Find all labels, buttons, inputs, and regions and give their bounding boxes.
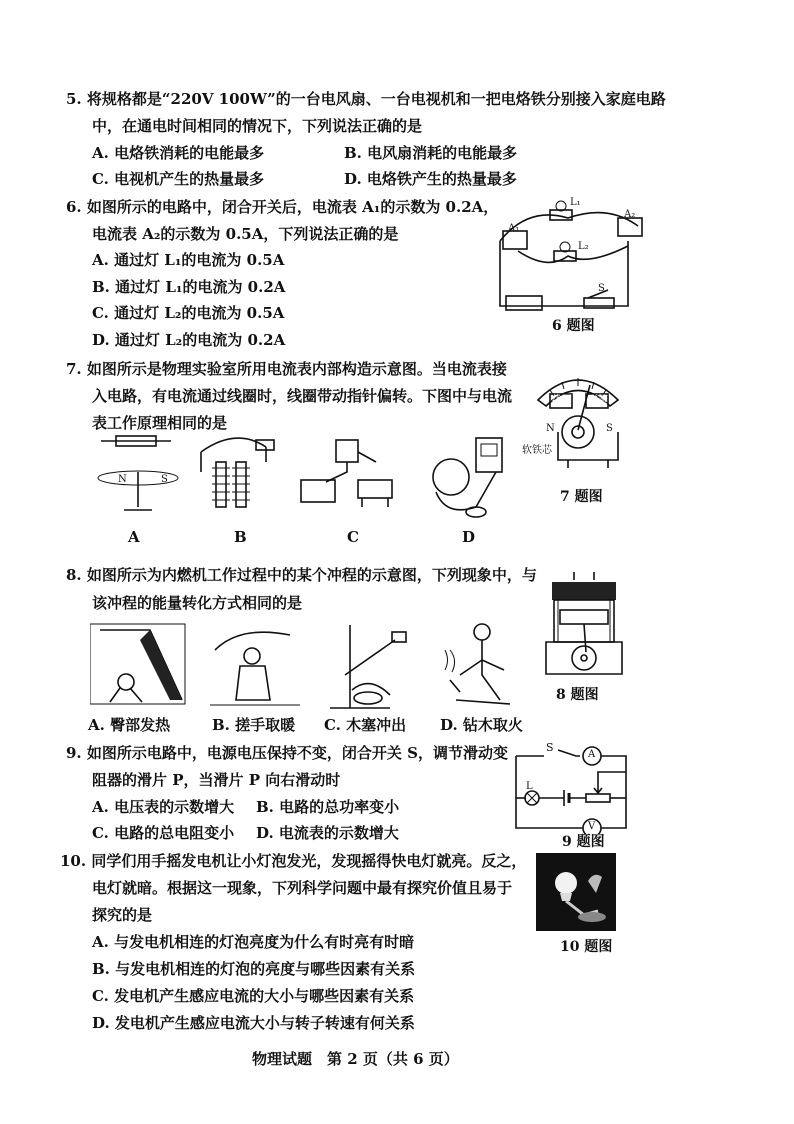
q7-option-d-label: D [462, 528, 476, 546]
q6-circuit-figure [488, 196, 648, 316]
q9-caption: 9 题图 [562, 834, 605, 850]
q7a-label-s: S [161, 474, 168, 485]
q9-label-l: L [526, 781, 533, 792]
q5-option-d: D. 电烙铁产生的热量最多 [344, 170, 517, 188]
q7-stem-line1: 7. 如图所示是物理实验室所用电流表内部构造示意图。当电流表接 [66, 360, 507, 378]
q10-stem-line2: 电灯就暗。根据这一现象，下列科学问题中最有探究价值且易于 [92, 879, 513, 897]
q8-engine-figure [544, 570, 624, 680]
q8-caption: 8 题图 [556, 687, 599, 703]
q7-option-c-label: C [347, 528, 359, 546]
q5-option-a: A. 电烙铁消耗的电能最多 [92, 144, 265, 162]
q9-label-a: A [588, 749, 596, 760]
q6-option-a: A. 通过灯 L₁的电流为 0.5A [92, 251, 285, 269]
q8-option-figures [90, 620, 530, 712]
q9-stem-line1: 9. 如图所示电路中，电源电压保持不变，闭合开关 S，调节滑动变 [66, 744, 508, 762]
q5-stem-line1: 5. 将规格都是“220V 100W”的一台电风扇、一台电视机和一把电烙铁分别接入家庭电路 [66, 90, 666, 108]
q10-option-a: A. 与发电机相连的灯泡亮度为什么有时亮有时暗 [92, 933, 415, 951]
q9-option-d: D. 电流表的示数增大 [256, 824, 399, 842]
q9-option-b: B. 电路的总功率变小 [256, 798, 400, 816]
q7-caption: 7 题图 [560, 489, 603, 505]
q5-option-c: C. 电视机产生的热量最多 [92, 170, 265, 188]
page-footer: 物理试题 第 2 页（共 6 页） [252, 1050, 459, 1068]
q6-caption: 6 题图 [552, 318, 595, 334]
q6-option-d: D. 通过灯 L₂的电流为 0.2A [92, 331, 286, 349]
q6-label-a1: A₁ [508, 223, 520, 234]
q7-label-iron: 软铁芯 [522, 445, 552, 456]
q5-option-b: B. 电风扇消耗的电能最多 [344, 144, 518, 162]
q10-stem-line3: 探究的是 [92, 906, 153, 924]
q6-option-c: C. 通过灯 L₂的电流为 0.5A [92, 304, 285, 322]
q7-label-s: S [606, 423, 613, 434]
q7-option-figures [96, 432, 516, 522]
q9-label-v: V [588, 821, 596, 832]
q10-option-b: B. 与发电机相连的灯泡的亮度与哪些因素有关系 [92, 960, 416, 978]
q9-label-s: S [546, 741, 554, 754]
q7-option-b-label: B [234, 528, 247, 546]
q10-stem-line1: 10. 同学们用手摇发电机让小灯泡发光，发现摇得快电灯就亮。反之， [60, 852, 527, 870]
q10-option-d: D. 发电机产生感应电流大小与转子转速有何关系 [92, 1014, 415, 1032]
q6-label-l2: L₂ [578, 241, 589, 252]
q6-label-l1: L₁ [570, 197, 581, 208]
q6-stem-line1: 6. 如图所示的电路中，闭合开关后，电流表 A₁的示数为 0.2A， [66, 198, 499, 216]
q8-option-b: B. 搓手取暖 [212, 716, 296, 734]
q10-generator-photo [536, 853, 616, 931]
q7-option-a-label: A [128, 528, 140, 546]
q9-circuit-figure [512, 742, 632, 834]
q6-label-a2: A₂ [624, 209, 636, 220]
q6-stem-line2: 电流表 A₂的示数为 0.5A，下列说法正确的是 [92, 225, 399, 243]
q10-caption: 10 题图 [560, 939, 613, 955]
q7-ammeter-figure [522, 360, 628, 470]
q8-option-d: D. 钻木取火 [440, 716, 523, 734]
q8-stem-line1: 8. 如图所示为内燃机工作过程中的某个冲程的示意图，下列现象中，与 [66, 566, 537, 584]
q6-label-s: S [598, 283, 605, 294]
q7-stem-line3: 表工作原理相同的是 [92, 414, 228, 432]
q8-option-c: C. 木塞冲出 [324, 716, 407, 734]
q7-stem-line2: 入电路，有电流通过线圈时，线圈带动指针偏转。下图中与电流 [92, 387, 513, 405]
q9-option-a: A. 电压表的示数增大 [92, 798, 235, 816]
q7-label-coil: 线圈 [552, 395, 572, 406]
q10-option-c: C. 发电机产生感应电流的大小与哪些因素有关系 [92, 987, 415, 1005]
q9-stem-line2: 阻器的滑片 P，当滑片 P 向右滑动时 [92, 771, 341, 789]
q7-label-n: N [546, 423, 555, 434]
q8-stem-line2: 该冲程的能量转化方式相同的是 [92, 594, 303, 612]
q8-option-a: A. 臀部发热 [88, 716, 171, 734]
q5-stem-line2: 中，在通电时间相同的情况下，下列说法正确的是 [92, 117, 423, 135]
q6-option-b: B. 通过灯 L₁的电流为 0.2A [92, 278, 286, 296]
q9-option-c: C. 电路的总电阻变小 [92, 824, 235, 842]
q7-label-spring: 弹簧 [588, 395, 608, 406]
q7a-label-n: N [118, 474, 127, 485]
